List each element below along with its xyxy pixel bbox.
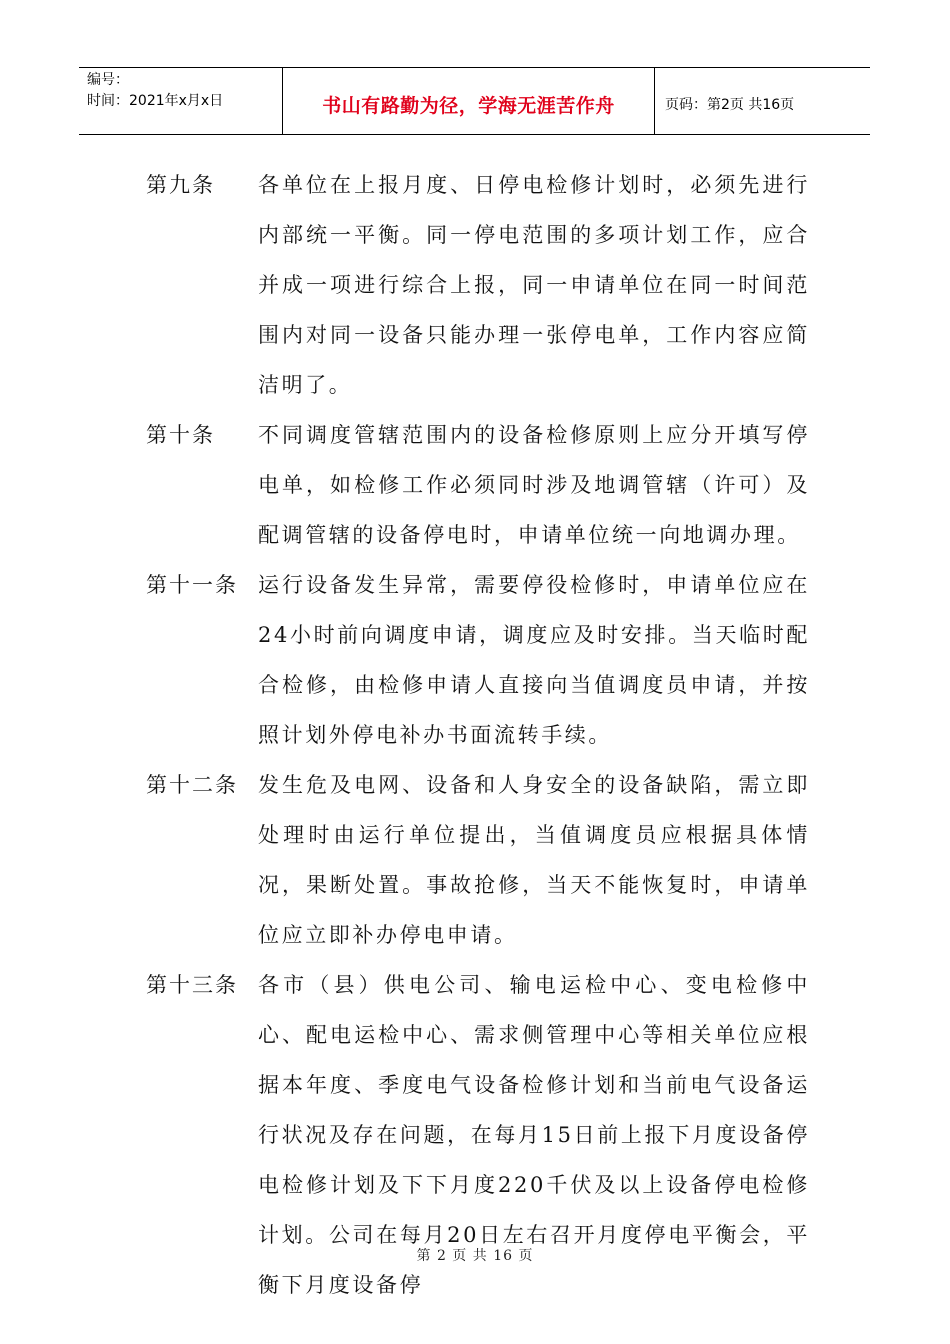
header-page-info: 页码：第2页 共16页 [665, 97, 795, 113]
article-text: 各单位在上报月度、日停电检修计划时，必须先进行内部统一平衡。同一停电范围的多项计划工作，应合并成一项进行综合上报，同一申请单位在同一时间范围内对同一设备只能办理一张停电单，工作内容应简洁明了。 [258, 173, 810, 397]
article-number: 第九条 [146, 173, 215, 197]
article-number: 第十三条 [146, 973, 238, 997]
article-text: 不同调度管辖范围内的设备检修原则上应分开填写停电单，如检修工作必须同时涉及地调管辖（许可）及配调管辖的设备停电时，申请单位统一向地调办理。 [258, 423, 810, 547]
page-header [79, 67, 870, 135]
page-footer: 第 2 页 共 16 页 [416, 1248, 534, 1264]
document-time-label: 时间：2021年x月x日 [87, 93, 224, 109]
article-number: 第十一条 [146, 573, 238, 597]
article-11 [146, 560, 810, 760]
article-9 [146, 160, 810, 410]
article-list [146, 160, 810, 1310]
article-text: 发生危及电网、设备和人身安全的设备缺陷，需立即处理时由运行单位提出，当值调度员应根据具体情况，果断处置。事故抢修，当天不能恢复时，申请单位应立即补办停电申请。 [258, 773, 810, 947]
header-motto-cell [283, 68, 655, 134]
article-text: 各市（县）供电公司、输电运检中心、变电检修中心、配电运检中心、需求侧管理中心等相关单位应根据本年度、季度电气设备检修计划和当前电气设备运行状况及存在问题，在每月15日前上报下月度设备停电检修计划及下下月度220千伏及以上设备停电检修计划。公司在每月20日左右召开月度停电平衡会，平衡下月度设备停 [258, 973, 810, 1297]
article-12 [146, 760, 810, 960]
article-number: 第十条 [146, 423, 215, 447]
document-number-label: 编号： [87, 72, 129, 88]
article-10 [146, 410, 810, 560]
header-page-cell [655, 68, 870, 134]
header-info-cell [79, 68, 283, 134]
header-motto: 书山有路勤为径，学海无涯苦作舟 [322, 95, 615, 117]
article-number: 第十二条 [146, 773, 238, 797]
article-text: 运行设备发生异常，需要停役检修时，申请单位应在24小时前向调度申请，调度应及时安排。当天临时配合检修，由检修申请人直接向当值调度员申请，并按照计划外停电补办书面流转手续。 [258, 573, 810, 747]
